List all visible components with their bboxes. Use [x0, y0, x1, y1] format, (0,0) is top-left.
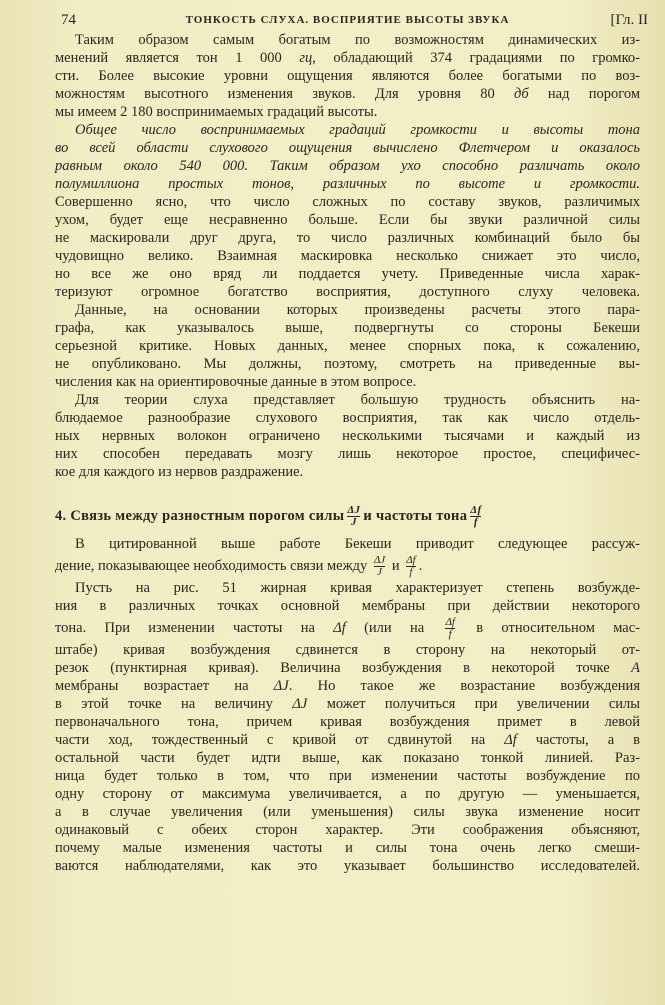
- fraction-denominator: f: [406, 566, 416, 578]
- math-symbol: Δf: [504, 732, 517, 748]
- text-line: не опубликовано. Мы должны, поэтому, смотреть на приведенные вы-: [55, 356, 640, 372]
- page-body-text: [55, 31, 640, 875]
- text-run: можностям высотного изменения звуков. Для уровня 80: [55, 86, 514, 102]
- paragraph: [55, 391, 640, 481]
- text-run: , обладающий 374 градациями по громко-: [312, 50, 640, 66]
- text-line: ница будет только в том, что при изменении частоты возбуждение по: [55, 768, 640, 784]
- fraction: [406, 555, 416, 578]
- chapter-label: [Гл. II: [610, 12, 648, 28]
- text-line: а в случае увеличения (или уменьшения) силы звука изменение носит: [55, 804, 640, 820]
- paragraph: [55, 31, 640, 121]
- text-line: [55, 503, 640, 529]
- running-title: ТОНКОСТЬ СЛУХА. ВОСПРИЯТИЕ ВЫСОТЫ ЗВУКА: [185, 14, 510, 26]
- paragraph: [55, 535, 640, 579]
- text-line: [55, 49, 640, 67]
- fraction-denominator: f: [470, 516, 481, 528]
- fraction-numerator: ΔJ: [347, 504, 361, 517]
- text-line: почему малые изменения частоты и силы тона очень легко смеши-: [55, 840, 640, 856]
- text-line: мы имеем 2 180 воспринимаемых градаций высоты.: [55, 104, 378, 120]
- text-run: 4. Связь между разностным порогом силы: [55, 508, 345, 524]
- fraction-denominator: f: [445, 628, 455, 640]
- text-line: равным около 540 000. Таким образом ухо способно различать около: [55, 158, 640, 174]
- text-line: первоначального тона, причем кривая возбуждения примет в левой: [55, 714, 640, 730]
- text-run: части ход, тождественный с кривой от сдвинутой на: [55, 732, 505, 748]
- text-line: Пусть на рис. 51 жирная кривая характеризует степень возбужде-: [75, 580, 640, 596]
- text-run: менений является тон 1 000: [55, 50, 300, 66]
- text-line: полумиллиона простых тонов, различных по высоте и громкости.: [55, 176, 640, 192]
- text-run: резок (пунктирная кривая). Величина возбуждения в некоторой точке: [55, 660, 632, 676]
- fraction-numerator: ΔJ: [373, 554, 386, 567]
- running-header: [55, 12, 648, 32]
- paragraph: [55, 579, 640, 875]
- text-line: [55, 553, 640, 579]
- text-line: штабе) кривая возбуждения сдвинется в сторону на некоторый от-: [55, 642, 640, 658]
- text-line: графа, как указывалось выше, подвергнуты со стороны Бекеши: [55, 320, 640, 336]
- section-heading: [55, 503, 640, 529]
- fraction-denominator: J: [347, 516, 360, 528]
- text-line: остальной части будет идти выше, как показано тонкой линией. Раз-: [55, 750, 640, 766]
- text-line: кое для каждого из нервов раздражение.: [55, 464, 304, 480]
- text-line: теризуют огромное богатство восприятия, доступного слуху человека.: [55, 284, 640, 300]
- fraction: [374, 555, 385, 578]
- text-line: [55, 85, 640, 103]
- paragraph: [55, 193, 640, 301]
- paragraph: [55, 301, 640, 391]
- text-run: дение, показывающее необходимость связи между: [55, 558, 371, 574]
- text-run: в относительном мас-: [457, 620, 640, 636]
- text-run: частоты, а в: [516, 732, 640, 748]
- text-run: в этой точке на величину: [55, 696, 293, 712]
- text-run: . Но такое же возрастание возбуждения: [288, 678, 640, 694]
- text-line: Для теории слуха представляет большую трудность объяснить на-: [75, 392, 640, 408]
- page-number: 74: [61, 12, 76, 28]
- text-run: и частоты тона: [363, 508, 468, 524]
- text-run: (или на: [345, 620, 443, 636]
- math-symbol: гц: [299, 50, 313, 66]
- text-line: [55, 615, 640, 641]
- text-line: них способен передавать мозгу лишь некоторое простое, специфичес-: [55, 446, 640, 462]
- text-line: [55, 677, 640, 695]
- paragraph: [55, 121, 640, 193]
- text-line: ния в различных точках основной мембраны при действии некоторого: [55, 598, 640, 614]
- fraction: [470, 505, 481, 528]
- text-run: и: [388, 558, 404, 574]
- text-line: [55, 731, 640, 749]
- fraction-numerator: Δf: [406, 554, 416, 567]
- fraction-denominator: J: [374, 566, 385, 578]
- math-symbol: ΔJ: [292, 696, 308, 712]
- text-line: ухом, будет еще несравненно больше. Если бы звуки различной силы: [55, 212, 640, 228]
- text-line: Общее число воспринимаемых градаций громкости и высоты тона: [75, 122, 640, 138]
- fraction: [445, 617, 455, 640]
- text-line: одну сторону от максимума увеличивается, а по другую — уменьшается,: [55, 786, 640, 802]
- math-symbol: дб: [514, 86, 529, 102]
- text-run: мембраны возрастает на: [55, 678, 274, 694]
- text-line: блюдаемое разнообразие слухового восприятия, так как число отдель-: [55, 410, 640, 426]
- text-line: сти. Более высокие уровни ощущения являются более богатыми по воз-: [55, 68, 640, 84]
- text-run: может получиться при увеличении силы: [307, 696, 640, 712]
- text-run: над порогом: [528, 86, 640, 102]
- fraction: [347, 505, 360, 528]
- text-line: Совершенно ясно, что число сложных по составу звуков, различимых: [55, 194, 640, 210]
- text-line: серьезной критике. Новых данных, менее спорных пока, к сожалению,: [55, 338, 640, 354]
- text-line: В цитированной выше работе Бекеши приводит следующее рассуж-: [75, 536, 640, 552]
- text-line: числения как на ориентировочные данные в этом вопросе.: [55, 374, 417, 390]
- text-run: .: [418, 558, 423, 574]
- fraction-numerator: Δf: [445, 616, 455, 629]
- text-line: одинаковый с обеих сторон характер. Эти соображения объясняют,: [55, 822, 640, 838]
- math-symbol: ΔJ: [273, 678, 289, 694]
- fraction-numerator: Δf: [470, 504, 482, 517]
- text-line: не маскировали друг друга, то число различных комбинаций было бы: [55, 230, 640, 246]
- text-run: тона. При изменении частоты на: [55, 620, 334, 636]
- text-line: во всей области слухового ощущения вычислено Флетчером и оказалось: [55, 140, 640, 156]
- text-line: ваются наблюдателями, как это указывает большинство исследователей.: [55, 858, 640, 874]
- text-line: Данные, на основании которых произведены расчеты этого пара-: [75, 302, 640, 318]
- text-line: [55, 695, 640, 713]
- math-symbol: A: [631, 660, 640, 676]
- math-symbol: Δf: [333, 620, 346, 636]
- text-line: ных нервных волокон ограничено несколькими тысячами и каждый из: [55, 428, 640, 444]
- text-line: но все же оно вряд ли поддается учету. Приведенные числа харак-: [55, 266, 640, 282]
- text-line: чудовищно велико. Взаимная маскировка несколько снижает это число,: [55, 248, 640, 264]
- text-line: [55, 659, 640, 677]
- text-line: Таким образом самым богатым по возможностям динамических из-: [75, 32, 640, 48]
